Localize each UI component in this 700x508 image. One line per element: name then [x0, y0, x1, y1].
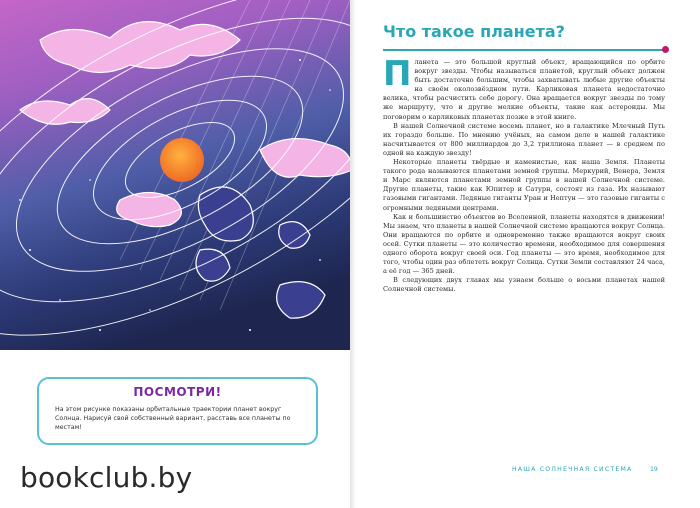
look-callout-box: [37, 377, 318, 445]
page-number: 19: [650, 466, 658, 473]
title-divider: [383, 49, 665, 51]
look-callout-title: ПОСМОТРИ!: [133, 385, 222, 399]
paragraph-5: В следующих двух главах мы узнаем больше о восьми планетах нашей Солнечной системы.: [383, 276, 665, 294]
sun-icon: [160, 138, 204, 182]
article-title: Что такое планета?: [383, 22, 565, 41]
orbit-illustration-svg: [0, 0, 352, 350]
paragraph-1-text: ланета — это большой круглый объект, вращающийся по орбите вокруг звезды. Чтобы называться планетой, круглый объект должен быть достаточно большим, чтобы захватывать любые другие объекты на своём околозвёздном пути. Карликовая планета недостаточно велика, чтобы расчистить себе дорогу. Она вращается вокруг звезды по тому же маршруту, что и другие мелкие объекты, такие как астероиды. Мы поговорим о карликовых планетах позже в этой книге.: [383, 58, 665, 121]
paragraph-2: В нашей Солнечной системе восемь планет, но в галактике Млечный Путь их гораздо больше. По мнению учёных, на самом деле в нашей галактике насчитывается от 800 миллиардов до 3,2 триллиона планет — в среднем по одной на каждую звезду!: [383, 121, 665, 157]
article-body: [383, 54, 665, 294]
paragraph-4: Как и большинство объектов во Вселенной, планеты находятся в движении! Мы знаем, что планеты в нашей Солнечной системе вращаются вокруг Солнца. Они вращаются по орбите и одновременно также вращаются вокруг своих осей. Сутки планеты — это количество времени, необходимое для совершения одного оборота вокруг своей оси. Год планеты — это время, необходимое для того, чтобы один раз облететь вокруг Солнца. Сутки Земли составляют 24 часа, а её год — 365 дней.: [383, 212, 665, 276]
running-footer: НАША СОЛНЕЧНАЯ СИСТЕМА: [512, 466, 633, 473]
paragraph-1: [383, 54, 665, 122]
watermark: bookclub.by: [20, 461, 193, 494]
drop-cap: П: [383, 54, 412, 94]
divider-dot: [662, 46, 669, 53]
look-callout-text: На этом рисунке показаны орбитальные траектории планет вокруг Солнца. Нарисуй свой собственный вариант, расставь все планеты по местам!: [55, 406, 291, 431]
solar-system-illustration: [0, 0, 352, 350]
paragraph-3: Некоторые планеты твёрдые и каменистые, как наша Земля. Планеты такого рода называются планетами земной группы. Меркурий, Венера, Земля и Марс являются планетами земной группы в нашей Солнечной системе. Другие планеты, такие как Юпитер и Сатурн, состоят из газа. Их называют газовыми гигантами. Ледяные гиганты Уран и Нептун — это газовые гиганты с огромными ледяными центрами.: [383, 158, 665, 212]
